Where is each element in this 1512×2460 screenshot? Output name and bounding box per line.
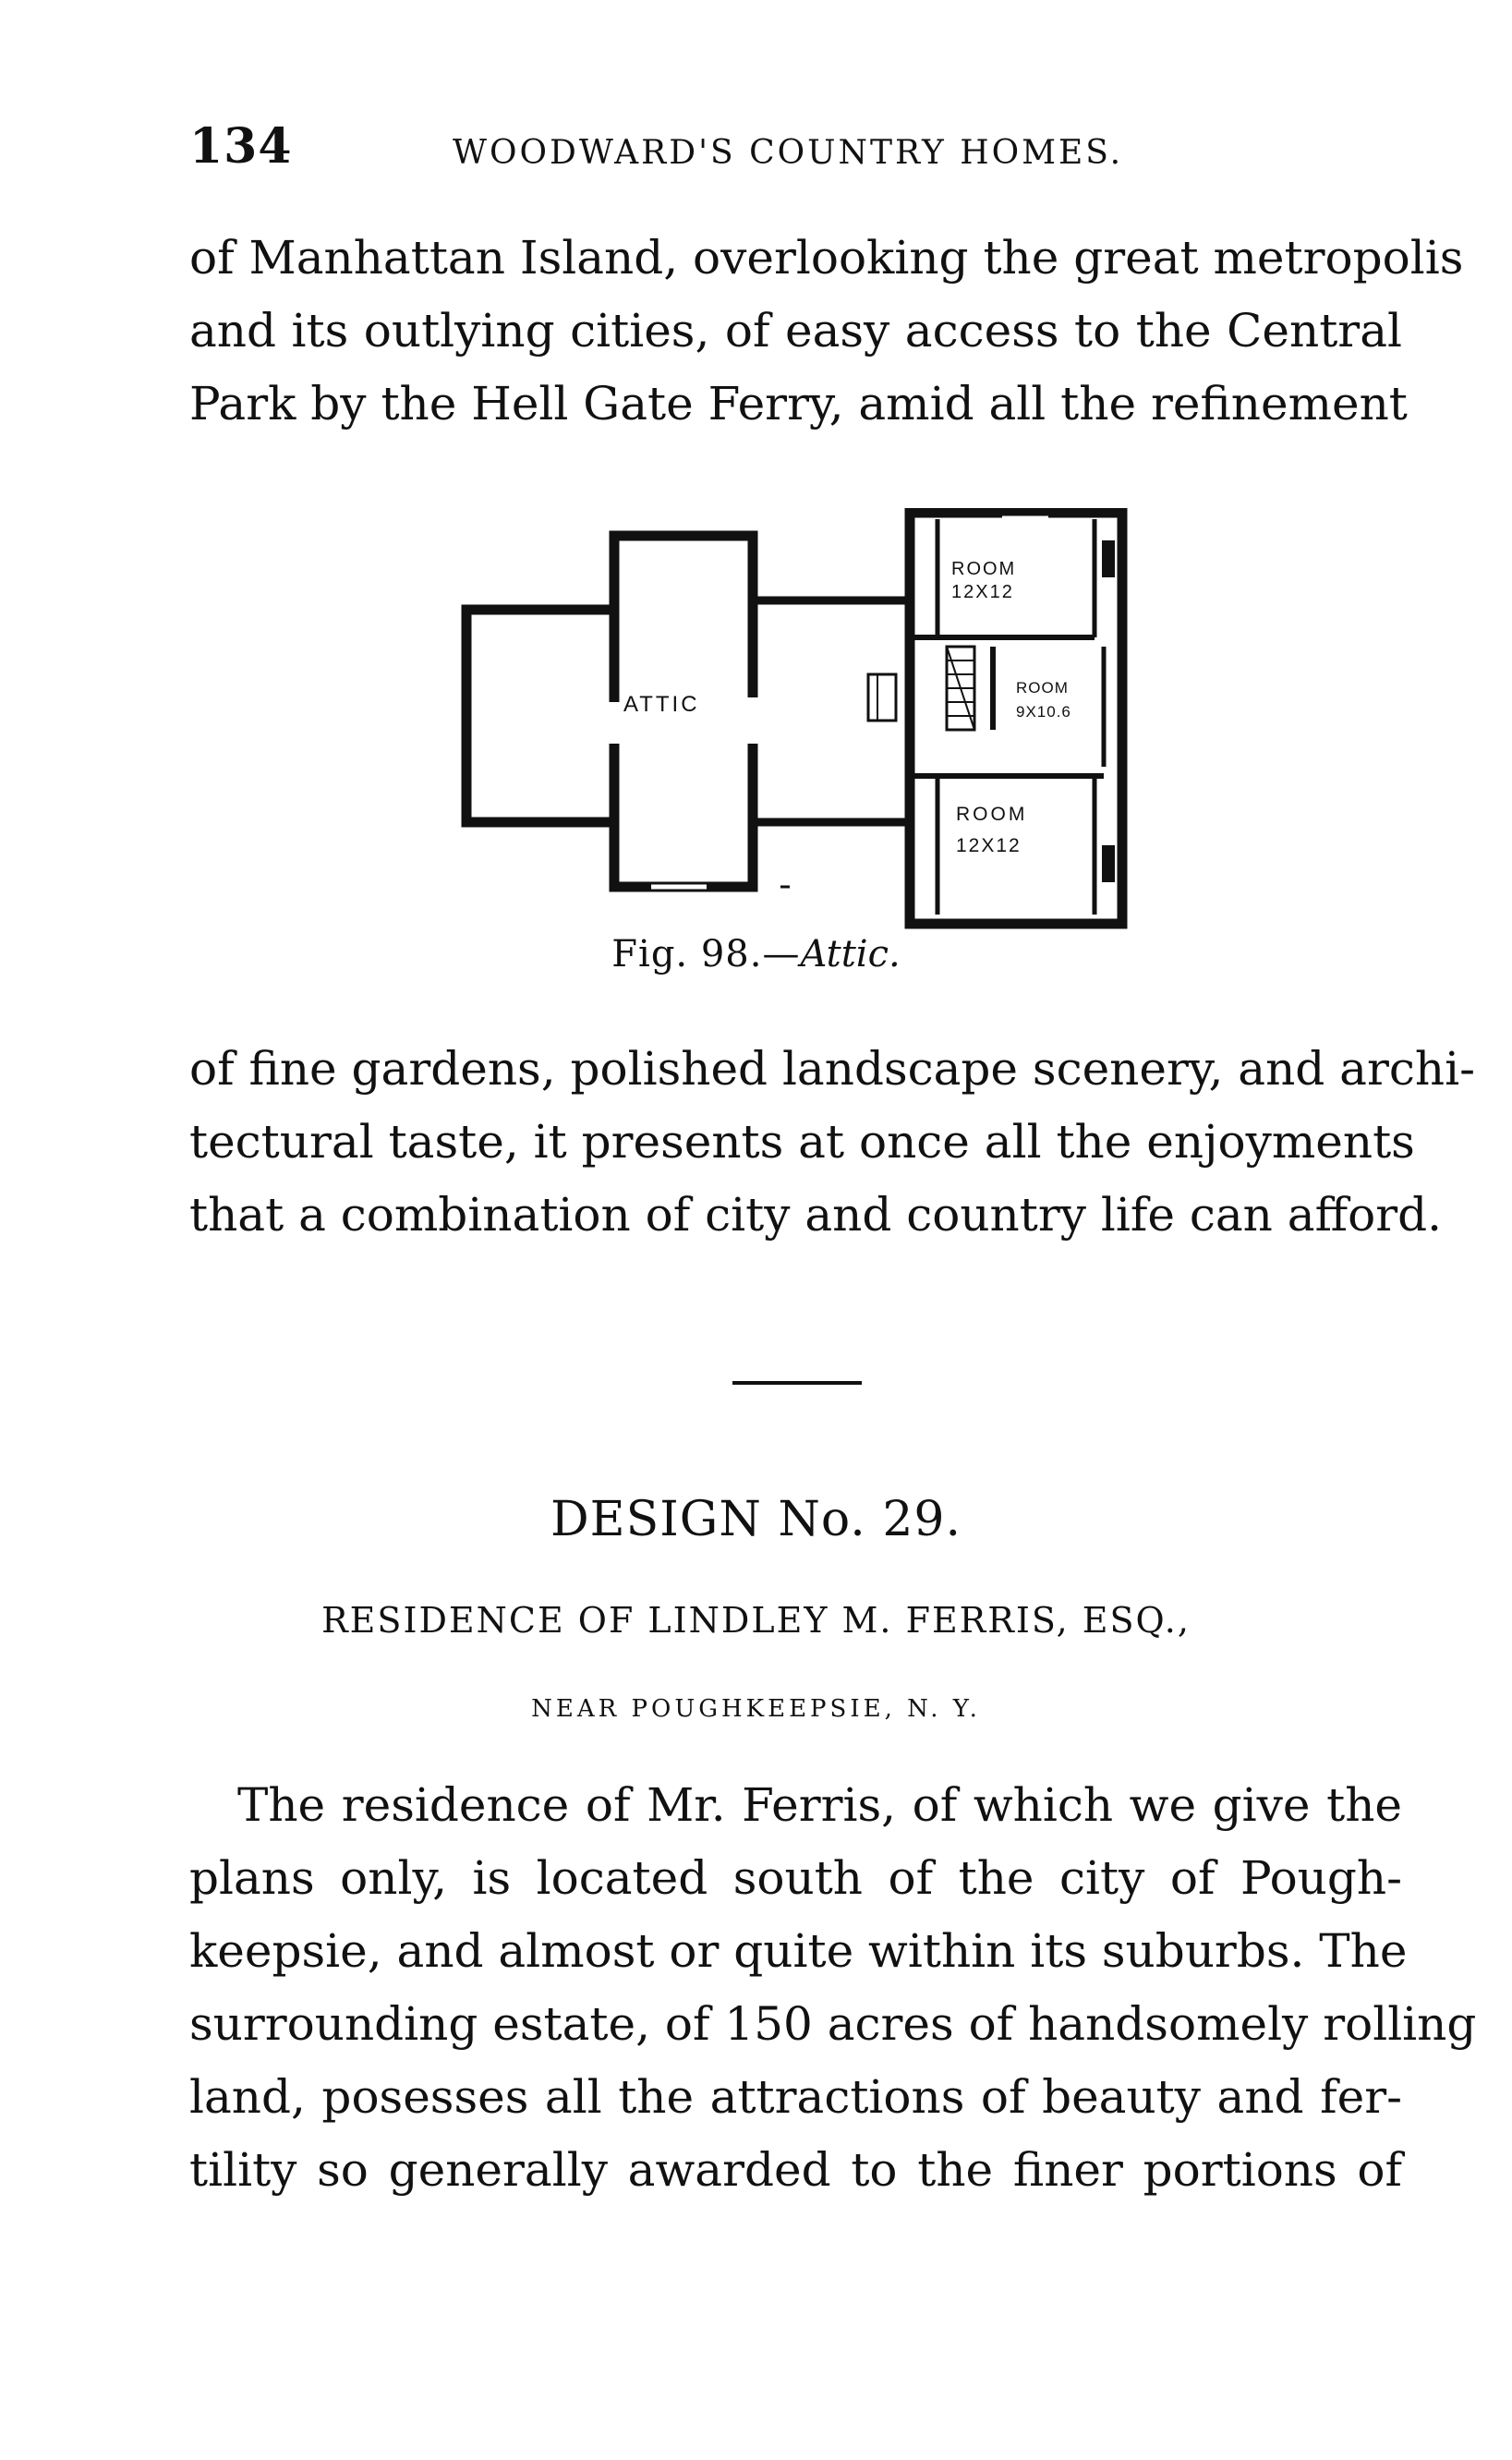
paragraph-line: The residence of Mr. Ferris, of which we give the — [237, 1778, 1402, 1832]
paragraph-line: plans only, is located south of the city of Pough- — [189, 1851, 1402, 1905]
attic-floor-plan — [457, 508, 1141, 933]
paragraph-line: tility so generally awarded to the finer portions of — [189, 2143, 1402, 2197]
room-middle-label: ROOM — [1016, 679, 1069, 697]
room-middle-size: 9X10.6 — [1016, 703, 1071, 721]
figure-caption — [0, 933, 1512, 976]
attic-label: ATTIC — [623, 692, 700, 717]
paragraph-line: surrounding estate, of 150 acres of handsomely rolling — [189, 1997, 1477, 2051]
section-divider — [732, 1381, 862, 1385]
room-bottom-size: 12X12 — [956, 835, 1022, 856]
paragraph-line: Park by the Hell Gate Ferry, amid all the refinement — [189, 377, 1408, 430]
floor-plan-drawing — [457, 508, 1141, 933]
paragraph-middle — [189, 1033, 1475, 1252]
paragraph-top — [189, 222, 1464, 441]
figure-caption-title: Attic. — [800, 933, 901, 976]
paragraph-line: of Manhattan Island, overlooking the great metropolis — [189, 231, 1464, 285]
figure-caption-label: Fig. 98.— — [611, 933, 801, 976]
paragraph-line: that a combination of city and country life can afford. — [189, 1188, 1443, 1242]
paragraph-line: land, posesses all the attractions of beauty and fer- — [189, 2070, 1402, 2124]
paragraph-line: tectural taste, it presents at once all the enjoyments — [189, 1115, 1415, 1169]
running-title: WOODWARD'S COUNTRY HOMES. — [453, 134, 1124, 172]
room-top-size: 12X12 — [951, 582, 1014, 602]
room-top-label: ROOM — [951, 559, 1017, 579]
paragraph-bottom — [189, 1769, 1477, 2207]
paragraph-line: keepsie, and almost or quite within its suburbs. The — [189, 1924, 1408, 1978]
paragraph-line: of fine gardens, polished landscape scenery, and archi- — [189, 1042, 1475, 1096]
design-subtitle: RESIDENCE OF LINDLEY M. FERRIS, ESQ., — [321, 1600, 1191, 1641]
design-location: NEAR POUGHKEEPSIE, N. Y. — [531, 1695, 981, 1723]
room-bottom-label: ROOM — [956, 804, 1028, 825]
design-title: DESIGN No. 29. — [550, 1492, 962, 1547]
paragraph-line: and its outlying cities, of easy access to the Central — [189, 304, 1402, 357]
page-number: 134 — [189, 118, 293, 175]
